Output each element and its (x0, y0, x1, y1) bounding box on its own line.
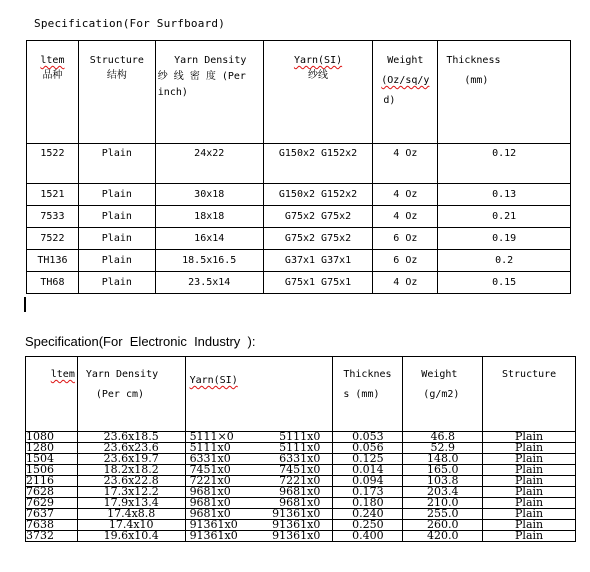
header-weight (373, 41, 438, 144)
cell-yarn-weft: 6331x0 (279, 452, 321, 465)
header-structure-cn: 结构 (106, 70, 127, 81)
cell-yarn-weft: 91361x0 (272, 507, 321, 520)
cell-yarn: G150x2 G152x2 (263, 184, 373, 206)
cell-item: TH136 (27, 250, 79, 272)
cell-item: 1504 (26, 454, 78, 465)
header-structure (483, 357, 576, 432)
cell-item: TH68 (27, 272, 79, 294)
cell-weight: 255.0 (403, 509, 483, 520)
cell-structure: Plain (483, 476, 576, 487)
surfboard-spec-table (26, 40, 571, 294)
cell-thickness: 0.13 (438, 184, 571, 206)
header-item (26, 357, 78, 432)
header-item-text: ltem (50, 369, 75, 380)
cell-weight: 6 Oz (373, 250, 438, 272)
cell-thickness: 0.400 (333, 531, 403, 542)
cell-thickness: 0.2 (438, 250, 571, 272)
header-structure (78, 41, 155, 144)
cell-density: 23.6x18.5 (77, 432, 185, 443)
header-yarn (263, 41, 373, 144)
cell-structure: Plain (483, 509, 576, 520)
cell-item: 3732 (26, 531, 78, 542)
cell-thickness: 0.053 (333, 432, 403, 443)
cell-item: 1080 (26, 432, 78, 443)
header-yarn (185, 357, 333, 432)
cell-structure: Plain (483, 465, 576, 476)
cell-structure: Plain (483, 454, 576, 465)
cell-weight: 203.4 (403, 487, 483, 498)
header-item (27, 41, 79, 144)
header-yarn-line2: 纱线 (308, 70, 329, 81)
cell-yarn: G75x1 G75x1 (263, 272, 373, 294)
electronic-spec-table (25, 356, 576, 542)
cell-yarn-weft: 5111x0 (279, 430, 321, 443)
header-weight-line2: (g/m2) (423, 389, 460, 400)
cell-yarn-warp: 5111x0 (189, 441, 231, 454)
table-row (27, 228, 571, 250)
table-row (27, 144, 571, 184)
header-density-line3: inch) (157, 87, 188, 98)
cell-yarn-weft: 9681x0 (279, 496, 321, 509)
cell-yarn-warp: 6331x0 (189, 452, 231, 465)
cell-weight: 4 Oz (373, 206, 438, 228)
text-cursor (24, 297, 26, 312)
cell-thickness: 0.056 (333, 443, 403, 454)
cell-density: 17.9x13.4 (77, 498, 185, 509)
cell-weight: 46.8 (403, 432, 483, 443)
header-weight-line2: (Oz/sq/y (381, 75, 430, 86)
cell-yarn: G75x2 G75x2 (263, 228, 373, 250)
header-thickness-line1: Thicknes (343, 369, 392, 380)
header-item-en: ltem (40, 55, 65, 66)
header-weight-line1: Weight (387, 55, 424, 66)
cell-density: 30x18 (155, 184, 263, 206)
cell-yarn: G75x2 G75x2 (263, 206, 373, 228)
table-row (27, 206, 571, 228)
table-row (27, 184, 571, 206)
cell-density: 18.5x16.5 (155, 250, 263, 272)
header-yarn-line1: Yarn(SI) (293, 55, 343, 66)
cell-yarn-weft: 7221x0 (279, 474, 321, 487)
cell-yarn: G37x1 G37x1 (263, 250, 373, 272)
cell-item: 7629 (26, 498, 78, 509)
cell-item: 7638 (26, 520, 78, 531)
cell-weight: 4 Oz (373, 144, 438, 184)
cell-weight: 165.0 (403, 465, 483, 476)
cell-weight: 420.0 (403, 531, 483, 542)
cell-weight: 148.0 (403, 454, 483, 465)
cell-structure: Plain (483, 487, 576, 498)
header-density-line2: 纱 线 密 度 (Per (157, 71, 246, 82)
header-density-line2: (Per cm) (95, 389, 145, 400)
cell-yarn-warp: 91361x0 (189, 529, 238, 542)
header-structure-text: Structure (501, 369, 557, 380)
table-row (27, 272, 571, 294)
cell-thickness: 0.125 (333, 454, 403, 465)
cell-weight: 103.8 (403, 476, 483, 487)
cell-structure: Plain (78, 206, 155, 228)
cell-item: 1522 (27, 144, 79, 184)
cell-structure: Plain (78, 250, 155, 272)
header-density-line1: Yarn Density (85, 369, 159, 380)
cell-density: 16x14 (155, 228, 263, 250)
cell-structure: Plain (78, 144, 155, 184)
cell-weight: 210.0 (403, 498, 483, 509)
cell-structure: Plain (483, 531, 576, 542)
cell-yarn-warp: 9681x0 (189, 485, 231, 498)
header-thickness-line2: s (mm) (343, 389, 380, 400)
cell-item: 1521 (27, 184, 79, 206)
cell-yarn-weft: 91361x0 (272, 518, 321, 531)
cell-structure: Plain (483, 432, 576, 443)
cell-structure: Plain (78, 272, 155, 294)
cell-structure: Plain (78, 228, 155, 250)
cell-structure: Plain (483, 498, 576, 509)
cell-density: 17.4x10 (77, 520, 185, 531)
cell-item: 7533 (27, 206, 79, 228)
cell-density: 23.6x22.8 (77, 476, 185, 487)
header-density (77, 357, 185, 432)
table-row (27, 250, 571, 272)
electronic-title: Specification(For Electronic Industry ): (25, 334, 256, 349)
cell-yarn-warp: 9681x0 (189, 507, 231, 520)
cell-thickness: 0.173 (333, 487, 403, 498)
table-header-row (27, 41, 571, 144)
cell-item: 1506 (26, 465, 78, 476)
cell-yarn-weft: 9681x0 (279, 485, 321, 498)
cell-item: 7522 (27, 228, 79, 250)
cell-thickness: 0.014 (333, 465, 403, 476)
cell-weight: 4 Oz (373, 272, 438, 294)
cell-weight: 52.9 (403, 443, 483, 454)
cell-item: 2116 (26, 476, 78, 487)
surfboard-title: Specification(For Surfboard) (34, 17, 226, 30)
cell-thickness: 0.250 (333, 520, 403, 531)
header-yarn-text: Yarn(SI) (189, 375, 238, 386)
cell-item: 7628 (26, 487, 78, 498)
cell-density: 24x22 (155, 144, 263, 184)
header-item-cn: 品种 (42, 70, 63, 81)
header-weight (403, 357, 483, 432)
cell-thickness: 0.19 (438, 228, 571, 250)
header-density (155, 41, 263, 144)
cell-yarn: G150x2 G152x2 (263, 144, 373, 184)
header-thickness-line2: (mm) (464, 75, 489, 86)
cell-yarn (185, 531, 333, 542)
cell-density: 18x18 (155, 206, 263, 228)
cell-yarn-warp: 91361x0 (189, 518, 238, 531)
cell-item: 7637 (26, 509, 78, 520)
header-density-line1: Yarn Density (174, 55, 247, 66)
cell-yarn-warp: 7221x0 (189, 474, 231, 487)
cell-yarn-weft: 7451x0 (279, 463, 321, 476)
cell-yarn-warp: 5111×0 (189, 430, 234, 443)
header-weight-line1: Weight (421, 369, 458, 380)
header-thickness-line1: Thickness (446, 55, 501, 66)
table-row (26, 531, 576, 542)
cell-yarn-warp: 7451x0 (189, 463, 231, 476)
cell-density: 17.4x8.8 (77, 509, 185, 520)
cell-structure: Plain (483, 443, 576, 454)
cell-yarn-warp: 9681x0 (189, 496, 231, 509)
cell-density: 18.2x18.2 (77, 465, 185, 476)
cell-thickness: 0.240 (333, 509, 403, 520)
cell-thickness: 0.12 (438, 144, 571, 184)
cell-yarn-weft: 5111x0 (279, 441, 321, 454)
cell-density: 23.6x19.7 (77, 454, 185, 465)
cell-yarn-weft: 91361x0 (272, 529, 321, 542)
cell-thickness: 0.15 (438, 272, 571, 294)
cell-weight: 6 Oz (373, 228, 438, 250)
cell-weight: 4 Oz (373, 184, 438, 206)
cell-structure: Plain (483, 520, 576, 531)
header-structure-en: Structure (89, 55, 144, 66)
cell-structure: Plain (78, 184, 155, 206)
table-header-row (26, 357, 576, 432)
cell-density: 23.6x23.6 (77, 443, 185, 454)
cell-thickness: 0.21 (438, 206, 571, 228)
cell-thickness: 0.180 (333, 498, 403, 509)
cell-density: 19.6x10.4 (77, 531, 185, 542)
header-thickness (333, 357, 403, 432)
cell-density: 17.3x12.2 (77, 487, 185, 498)
header-weight-line3: d) (383, 95, 396, 106)
cell-item: 1280 (26, 443, 78, 454)
cell-weight: 260.0 (403, 520, 483, 531)
header-thickness (438, 41, 571, 144)
cell-density: 23.5x14 (155, 272, 263, 294)
cell-thickness: 0.094 (333, 476, 403, 487)
